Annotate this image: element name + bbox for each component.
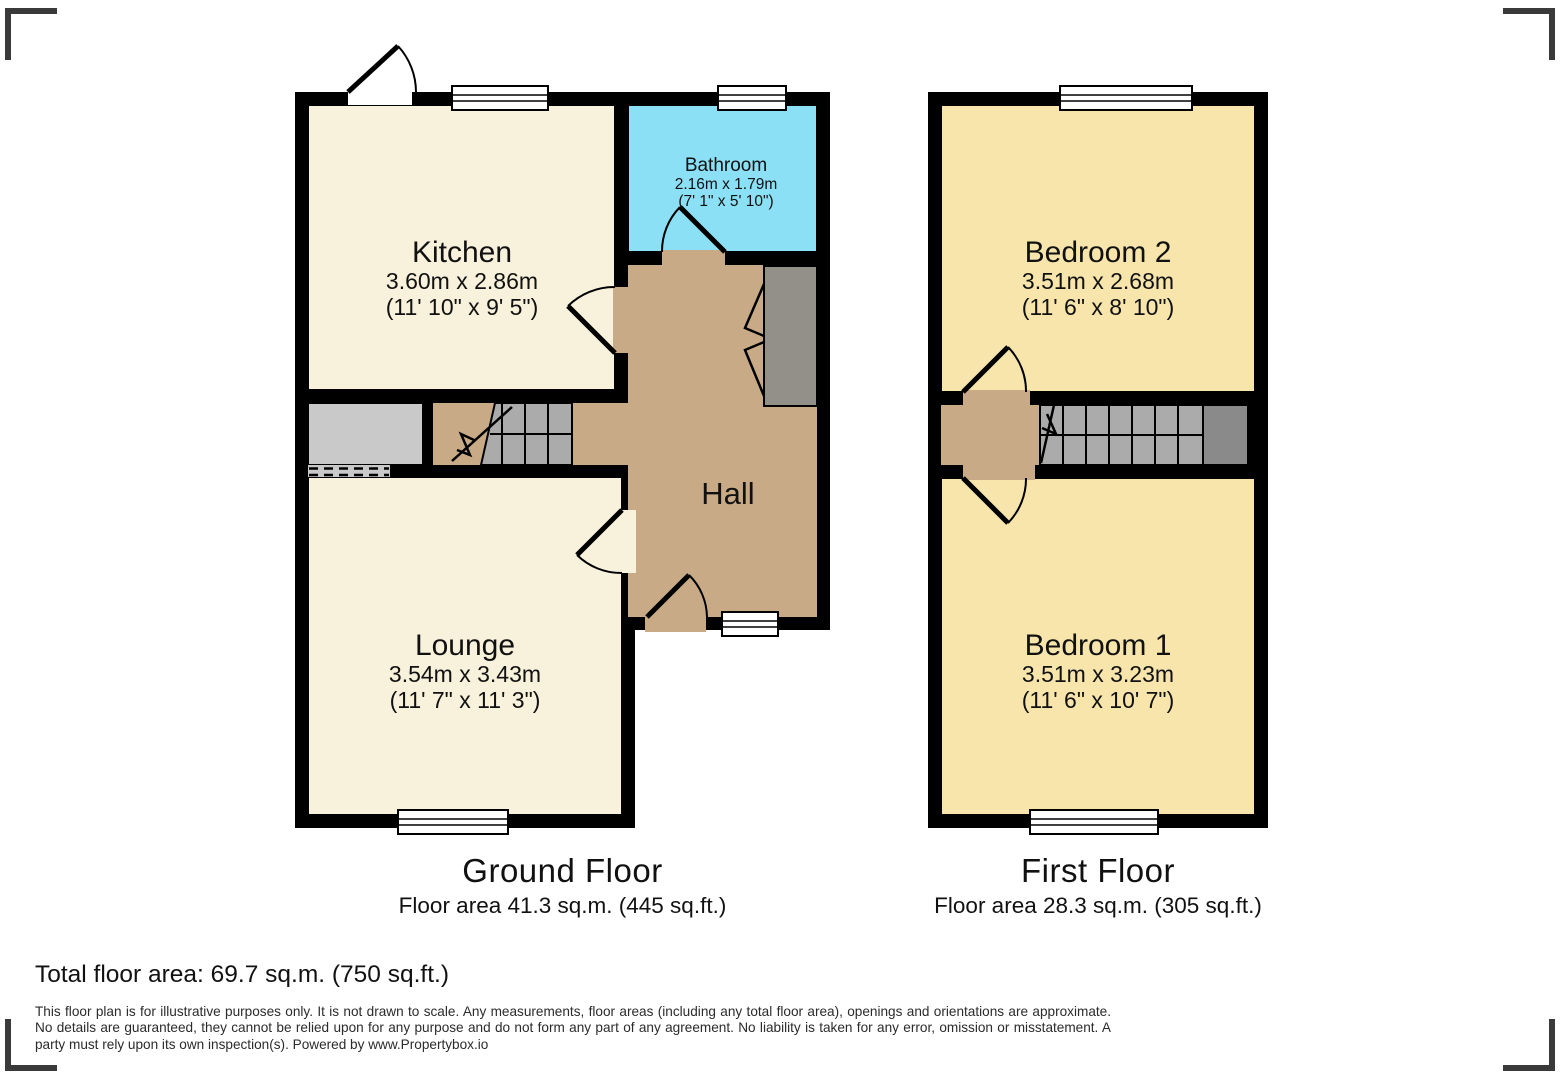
- disclaimer-text: This floor plan is for illustrative purposes only. It is not drawn to scale. Any measurements, floor areas (including any total floor area), openings and orientations are approximate. No details are guaranteed, they cannot be relied upon for any purpose and do not form any part of any agreement. No liability is taken for any error, omission or misstatement. A party must rely upon its own inspection(s). Powered by www.Propertybox.io: [35, 1004, 1111, 1052]
- first-floor-stairs: [1040, 405, 1248, 465]
- kitchen-label: Kitchen: [411, 236, 513, 269]
- lounge-imperial: (11' 7" x 11' 3"): [389, 687, 541, 713]
- bedroom1-imperial: (11' 6" x 10' 7"): [1021, 687, 1175, 713]
- hall-window: [722, 612, 778, 636]
- bedroom2-label: Bedroom 2: [1024, 236, 1172, 269]
- bathroom-metric: 2.16m x 1.79m: [674, 176, 778, 193]
- back-door-leaf: [348, 46, 398, 92]
- bedroom1-label: Bedroom 1: [1024, 629, 1172, 662]
- kitchen-metric: 3.60m x 2.86m: [385, 268, 539, 294]
- bathroom-imperial: (7' 1" x 5' 10"): [678, 193, 774, 210]
- bathroom-label: Bathroom: [684, 155, 768, 176]
- back-door-arc: [398, 46, 416, 92]
- cupboard-body: [764, 266, 817, 406]
- hall-label: Hall: [701, 476, 755, 511]
- first-floor-area: Floor area 28.3 sq.m. (305 sq.ft.): [934, 893, 1262, 918]
- under-stairs-storage: [308, 403, 423, 477]
- bedroom1-metric: 3.51m x 3.23m: [1021, 661, 1175, 687]
- bedroom1-window: [1030, 810, 1158, 834]
- corner-mark-top-left: [8, 11, 57, 60]
- kitchen-window: [452, 86, 548, 110]
- back-door-opening: [348, 90, 412, 105]
- bedroom2-door-opening: [963, 390, 1030, 407]
- total-floor-area: Total floor area: 69.7 sq.m. (750 sq.ft.): [35, 961, 449, 988]
- bedroom2-window: [1060, 86, 1192, 110]
- corner-mark-bottom-right: [1503, 1019, 1552, 1068]
- bedroom2-imperial: (11' 6" x 8' 10"): [1021, 294, 1175, 320]
- lounge-label: Lounge: [414, 629, 516, 662]
- kitchen-door-opening: [613, 287, 630, 353]
- stairs-top-landing: [1203, 405, 1248, 465]
- ground-floor-plan: [295, 46, 830, 834]
- lounge-window: [398, 810, 508, 834]
- bedroom1-door-opening: [963, 463, 1035, 480]
- ground-floor-area: Floor area 41.3 sq.m. (445 sq.ft.): [398, 893, 727, 918]
- kitchen-imperial: (11' 10" x 9' 5"): [385, 294, 539, 320]
- front-door-opening: [645, 615, 706, 632]
- corner-mark-top-right: [1503, 11, 1552, 60]
- lounge-metric: 3.54m x 3.43m: [388, 661, 542, 687]
- bathroom-window: [718, 86, 786, 110]
- storage-floor: [308, 403, 423, 465]
- bedroom2-metric: 3.51m x 2.68m: [1021, 268, 1175, 294]
- first-floor-plan: [928, 86, 1268, 834]
- bathroom-door-opening: [662, 250, 725, 267]
- landing-floor: [941, 405, 1040, 465]
- ground-floor-title: Ground Floor: [462, 852, 663, 889]
- first-floor-title: First Floor: [1021, 852, 1175, 889]
- lounge-door-opening: [621, 510, 636, 573]
